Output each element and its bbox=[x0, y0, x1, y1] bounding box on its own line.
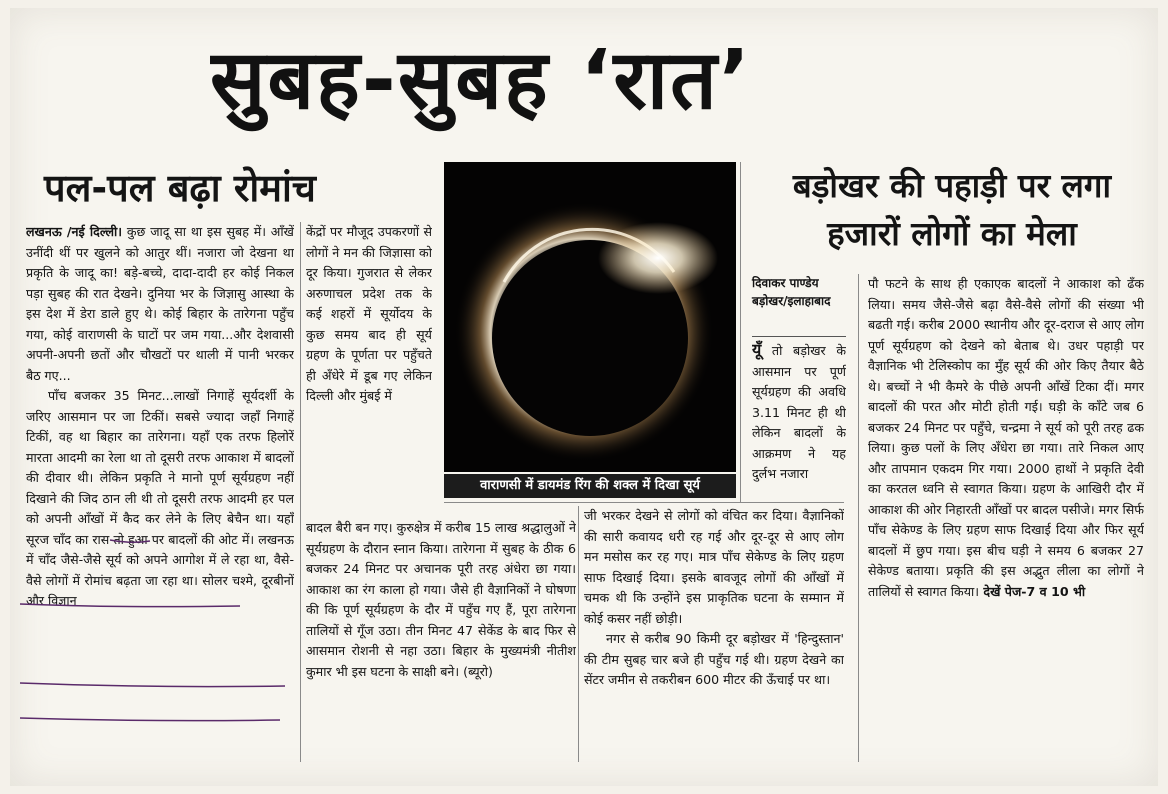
section-divider bbox=[740, 162, 741, 502]
right-subheadline-line2: हजारों लोगों का मेला bbox=[827, 214, 1077, 253]
lead-word: यूँ bbox=[752, 340, 762, 359]
story-left-column-2 bbox=[306, 222, 432, 518]
continued-note: देखें पेज-7 व 10 भी bbox=[979, 583, 1086, 599]
column-divider bbox=[858, 274, 859, 762]
photo-caption: वाराणसी में डायमंड रिंग की शक्ल में दिखा सूर्य bbox=[444, 474, 736, 498]
column-divider bbox=[300, 222, 301, 762]
story-left-text-1: कुछ जादू सा था इस सुबह में। आँखें उनींदी थीं पर खुलने को आतुर थीं। नजारा जो देखना था प्रकृति के जादू का! बड़े-बच्चे, दादा-दादी हर कोई निकल पड़ा सुबह की रात देखने। दुनिया भर के जिज्ञासु आस्था के इस देश में डेरा डाले हुए थे। कोई बिहार के तारेगना पहुँच गया, कोई वाराणसी के घाटों पर जम गया...और देशवासी अपनी-अपनी छतों और चौखटों पर थाली में पानी भरकर बैठ गए... bbox=[26, 224, 294, 383]
story-right-column-3-text: पौ फटने के साथ ही एकाएक बादलों ने आकाश को ढँक लिया। समय जैसे-जैसे बढ़ा वैसे-वैसे लोगों की संख्या भी बढती गई। करीब 2000 स्थानीय और दूर-दराज से आए लोग पूर्ण सूर्यग्रहण को देखने को बेताब थे। उधर पहाड़ी पर वैज्ञानिक भी टेलिस्कोप का मुँह सूर्य की ओर किए तैयार बैठे थे। बच्चों ने भी कैमरे के पीछे अपनी आँखें टिका दीं। मगर बादलों की परत और मोटी होती गई। घड़ी के काँटे जब 6 बजकर 24 मिनट पर पहुँचे, चन्द्रमा ने सूर्य को पूरी तरह ढक लिया। कुछ पलों के लिए अँधेरा छा गया। तारे निकल आए और तापमान एकदम गिर गया। 2000 हाथों ने प्रकृति देवी का करतल ध्वनि से स्वागत किया। ग्रहण के आखिरी दौर में आकाश की ओर निहारती आँखों पर बादल पसीजे। मगर सिर्फ पाँच सेकेण्ड के लिए ग्रहण साफ दिखाई दिया और फिर सूर्य बादलों में छुप गया। इस बीच घड़ी ने समय 6 बजकर 27 सेकेण्ड बताया। प्रकृति की इस अद्भुत लीला का लोगों ने तालियों से स्वागत किया। bbox=[868, 276, 1144, 599]
byline-place: बड़ोखर/इलाहाबाद bbox=[752, 294, 831, 308]
eclipse-photo bbox=[444, 162, 736, 472]
section-divider bbox=[444, 502, 844, 503]
byline bbox=[752, 274, 846, 337]
right-subheadline bbox=[752, 162, 1152, 266]
story-right-lead-text: तो बड़ोखर के आसमान पर पूर्ण सूर्यग्रहण की अवधि 3.11 मिनट ही थी लेकिन बादलों के आक्रमण ने यह दुर्लभ नजारा bbox=[752, 343, 846, 481]
dateline: लखनऊ /नई दिल्ली। bbox=[26, 224, 123, 239]
story-right-paragraph-3 bbox=[868, 274, 1144, 602]
byline-name: दिवाकर पाण्डेय bbox=[752, 276, 819, 290]
story-left-column-3-text: बादल बैरी बन गए। कुरुक्षेत्र में करीब 15 लाख श्रद्धालुओं ने सूर्यग्रहण के दौरान स्नान किया। तारेगना में सुबह के ठीक 6 बजकर 24 मिनट पर अचानक पूरी तरह अंधेरा छा गया। आकाश का रंग काला हो गया। जैसे ही वैज्ञानिकों ने घोषणा की कि पूर्ण सूर्यग्रहण के दौर में पहुँच गए हैं, पूरा तारेगना तालियों से गूँज उठा। तीन मिनट 47 सेकेंड के बाद फिर से आसमान रोशनी से नहा उठा। बिहार के मुख्यमंत्री नीतीश कुमार भी इस घटना के साक्षी बने। (ब्यूरो) bbox=[306, 520, 576, 679]
main-headline: सुबह-सुबह ‘रात’ bbox=[210, 33, 752, 128]
diamond-ring-eclipse-image bbox=[444, 162, 736, 472]
story-left-column-2-text: केंद्रों पर मौजूद उपकरणों से लोगों ने मन की जिज्ञासा को दूर किया। गुजरात से लेकर अरुणाचल प्रदेश तक के कई शहरों में सूर्योदय के कुछ समय बाद ही सूर्य ग्रहण के पूर्णता पर पहुँचते ही अँधेरे में डूब गए लेकिन दिल्ली और मुंबई में bbox=[306, 224, 432, 403]
story-right-lead-paragraph bbox=[752, 340, 846, 485]
story-right-column-2 bbox=[584, 506, 844, 762]
story-right-column-1 bbox=[752, 340, 846, 506]
story-right-column-3 bbox=[868, 274, 1144, 762]
left-subheadline: पल-पल बढ़ा रोमांच bbox=[44, 166, 316, 210]
right-subheadline-line1: बड़ोखर की पहाड़ी पर लगा bbox=[792, 166, 1112, 205]
story-left-paragraph-1 bbox=[26, 222, 294, 386]
story-right-paragraph-1: जी भरकर देखने से लोगों को वंचित कर दिया। वैज्ञानिकों की सारी कवायद धरी रह गई और दूर-दूर से आए लोग मन मसोस कर रह गए। मात्र पाँच सेकेण्ड के लिए ग्रहण साफ दिखाई दिया। इसके बावजूद लोगों की आँखों में चमक थी कि उन्होंने इस प्राकृतिक घटना के सम्मान में कोई कसर नहीं छोड़ी। bbox=[584, 508, 844, 626]
story-left-column-1 bbox=[26, 222, 294, 762]
column-divider bbox=[578, 506, 579, 762]
story-left-column-3 bbox=[306, 518, 576, 762]
story-right-paragraph-2: नगर से करीब 90 किमी दूर बड़ोखर में 'हिन्दुस्तान' की टीम सुबह चार बजे ही पहुँच गई थी। ग्रहण देखने का सेंटर जमीन से तकरीबन 600 मीटर की ऊँचाई पर था। bbox=[584, 631, 844, 687]
story-left-paragraph-2: पाँच बजकर 35 मिनट...लाखों निगाहें सूर्यदर्शी के जरिए आसमान पर जा टिकीं। सबसे ज्यादा जहाँ निगाहें टिकीं, वह था बिहार का तारेगना। यहाँ एक तरफ हिलोरें मारता आदमी का रेला था तो दूसरी तरफ आकाश में बादलों की दीवार थी। लेकिन प्रकृति ने मानो पूर्ण सूर्यग्रहण नहीं दिखाने की जिद ठान ली थी तो दूसरी तरफ आदमी हर पल को अपनी आँखों में कैद कर लेने के लिए बेचैन था। यहाँ सूरज चाँद का रास तो हुआ पर बादलों की ओट में। लखनऊ में चाँद जैसे-जैसे सूर्य को अपने आगोश में ले रहा था, वैसे-वैसे लोगों में रोमांच बढ़ता जा रहा था। सोलर चश्मे, दूरबीनों और विज्ञान bbox=[26, 388, 294, 608]
